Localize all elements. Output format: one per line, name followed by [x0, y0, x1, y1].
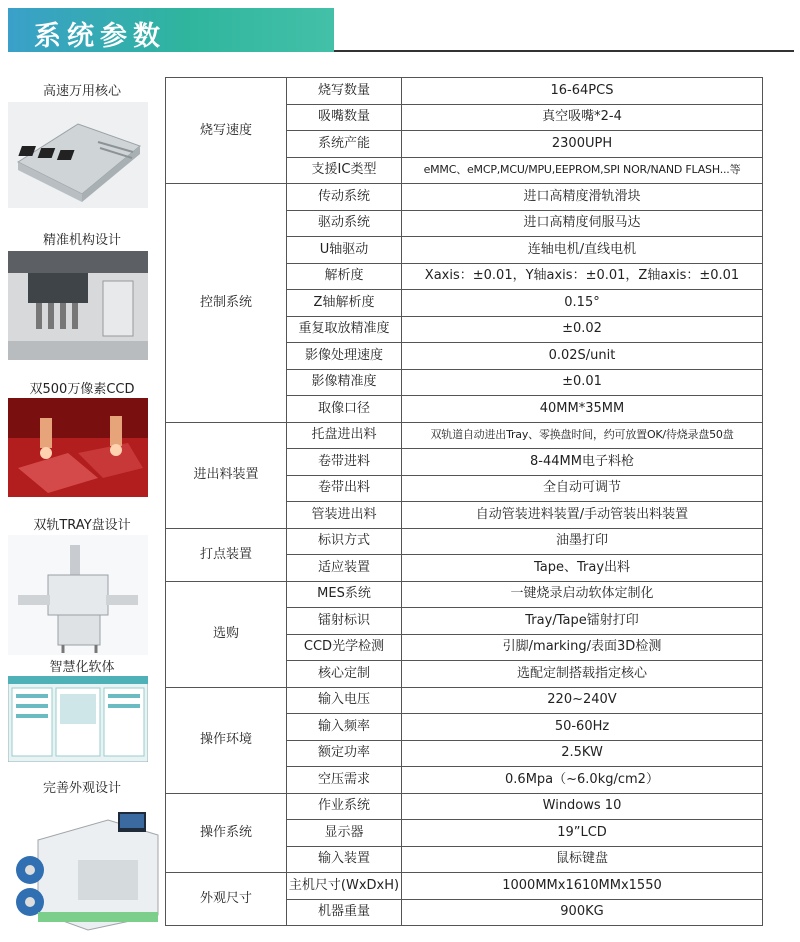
item-cell: 输入频率	[287, 714, 402, 741]
item-cell: 系统产能	[287, 131, 402, 158]
tray-machine-icon	[8, 535, 148, 655]
spec-table	[165, 77, 763, 926]
item-cell: 传动系统	[287, 184, 402, 211]
item-cell: 管装进出料	[287, 502, 402, 529]
item-cell: 主机尺寸(WxDxH)	[287, 873, 402, 900]
value-cell: 进口高精度滑轨滑块	[402, 184, 763, 211]
category-cell: 进出料装置	[166, 422, 287, 528]
item-cell: MES系统	[287, 581, 402, 608]
item-cell: CCD光学检测	[287, 634, 402, 661]
mechanism-icon	[8, 251, 148, 360]
item-cell: 标识方式	[287, 528, 402, 555]
item-cell: 取像口径	[287, 396, 402, 423]
item-cell: 影像精准度	[287, 369, 402, 396]
page-title: 系统参数	[34, 21, 166, 52]
item-cell: 机器重量	[287, 899, 402, 926]
value-cell: 真空吸嘴*2-4	[402, 104, 763, 131]
table-row	[166, 528, 763, 555]
category-cell: 操作系统	[166, 793, 287, 873]
category-cell: 打点装置	[166, 528, 287, 581]
software-screen-icon	[8, 676, 148, 762]
value-cell: 900KG	[402, 899, 763, 926]
item-cell: 卷带进料	[287, 449, 402, 476]
value-cell: 1000MMx1610MMx1550	[402, 873, 763, 900]
value-cell: 2.5KW	[402, 740, 763, 767]
value-cell: 连轴电机/直线电机	[402, 237, 763, 264]
category-cell: 控制系统	[166, 184, 287, 423]
value-cell: Windows 10	[402, 793, 763, 820]
feature-caption-software: 智慧化软体	[49, 660, 115, 675]
item-cell: 卷带出料	[287, 475, 402, 502]
value-cell: Tape、Tray出料	[402, 555, 763, 582]
value-cell: 自动管装进料装置/手动管装出料装置	[402, 502, 763, 529]
item-cell: 空压需求	[287, 767, 402, 794]
item-cell: 输入装置	[287, 846, 402, 873]
value-cell: 一键烧录启动软体定制化	[402, 581, 763, 608]
value-cell: 0.6Mpa（~6.0kg/cm2）	[402, 767, 763, 794]
title-banner	[8, 8, 334, 52]
item-cell: 核心定制	[287, 661, 402, 688]
item-cell: 影像处理速度	[287, 343, 402, 370]
item-cell: 输入电压	[287, 687, 402, 714]
table-row	[166, 581, 763, 608]
value-cell: 8-44MM电子料枪	[402, 449, 763, 476]
item-cell: 作业系统	[287, 793, 402, 820]
header-divider	[334, 50, 794, 52]
item-cell: 支援IC类型	[287, 157, 402, 184]
feature-caption-core: 高速万用核心	[42, 84, 121, 99]
item-cell: 显示器	[287, 820, 402, 847]
item-cell: 托盘进出料	[287, 422, 402, 449]
table-row	[166, 184, 763, 211]
item-cell: 适应装置	[287, 555, 402, 582]
value-cell: 2300UPH	[402, 131, 763, 158]
table-row	[166, 78, 763, 105]
value-cell: 引脚/marking/表面3D检测	[402, 634, 763, 661]
item-cell: 驱动系统	[287, 210, 402, 237]
value-cell: 油墨打印	[402, 528, 763, 555]
value-cell: 0.15°	[402, 290, 763, 317]
value-cell: 全自动可调节	[402, 475, 763, 502]
item-cell: 解析度	[287, 263, 402, 290]
category-cell: 选购	[166, 581, 287, 687]
feature-caption-exterior: 完善外观设计	[42, 781, 121, 796]
table-row	[166, 687, 763, 714]
value-cell: 16-64PCS	[402, 78, 763, 105]
value-cell: 选配定制搭载指定核心	[402, 661, 763, 688]
value-cell: 19”LCD	[402, 820, 763, 847]
feature-caption-mechanism: 精准机构设计	[42, 233, 121, 248]
value-cell: ±0.01	[402, 369, 763, 396]
value-cell: eMMC、eMCP,MCU/MPU,EEPROM,SPI NOR/NAND FLASH...等	[402, 157, 763, 184]
value-cell: 鼠标键盘	[402, 846, 763, 873]
category-cell: 烧写速度	[166, 78, 287, 184]
item-cell: 重复取放精准度	[287, 316, 402, 343]
item-cell: 吸嘴数量	[287, 104, 402, 131]
value-cell: Xaxis：±0.01，Y轴axis：±0.01，Z轴axis：±0.01	[402, 263, 763, 290]
category-cell: 外观尺寸	[166, 873, 287, 926]
item-cell: Z轴解析度	[287, 290, 402, 317]
item-cell: 镭射标识	[287, 608, 402, 635]
value-cell: 40MM*35MM	[402, 396, 763, 423]
machine-exterior-icon	[8, 800, 164, 936]
category-cell: 操作环境	[166, 687, 287, 793]
core-device-icon	[8, 102, 148, 208]
item-cell: U轴驱动	[287, 237, 402, 264]
value-cell: 50-60Hz	[402, 714, 763, 741]
item-cell: 额定功率	[287, 740, 402, 767]
table-row	[166, 873, 763, 900]
value-cell: 0.02S/unit	[402, 343, 763, 370]
ccd-icon	[8, 398, 148, 497]
value-cell: Tray/Tape镭射打印	[402, 608, 763, 635]
feature-caption-tray: 双轨TRAY盘设计	[33, 518, 131, 533]
value-cell: 进口高精度伺服马达	[402, 210, 763, 237]
table-row	[166, 422, 763, 449]
item-cell: 烧写数量	[287, 78, 402, 105]
feature-caption-ccd: 双500万像素CCD	[29, 382, 135, 397]
value-cell: ±0.02	[402, 316, 763, 343]
table-row	[166, 793, 763, 820]
value-cell: 220~240V	[402, 687, 763, 714]
value-cell: 双轨道自动进出Tray、零换盘时间，约可放置OK/待烧录盘50盘	[402, 422, 763, 449]
